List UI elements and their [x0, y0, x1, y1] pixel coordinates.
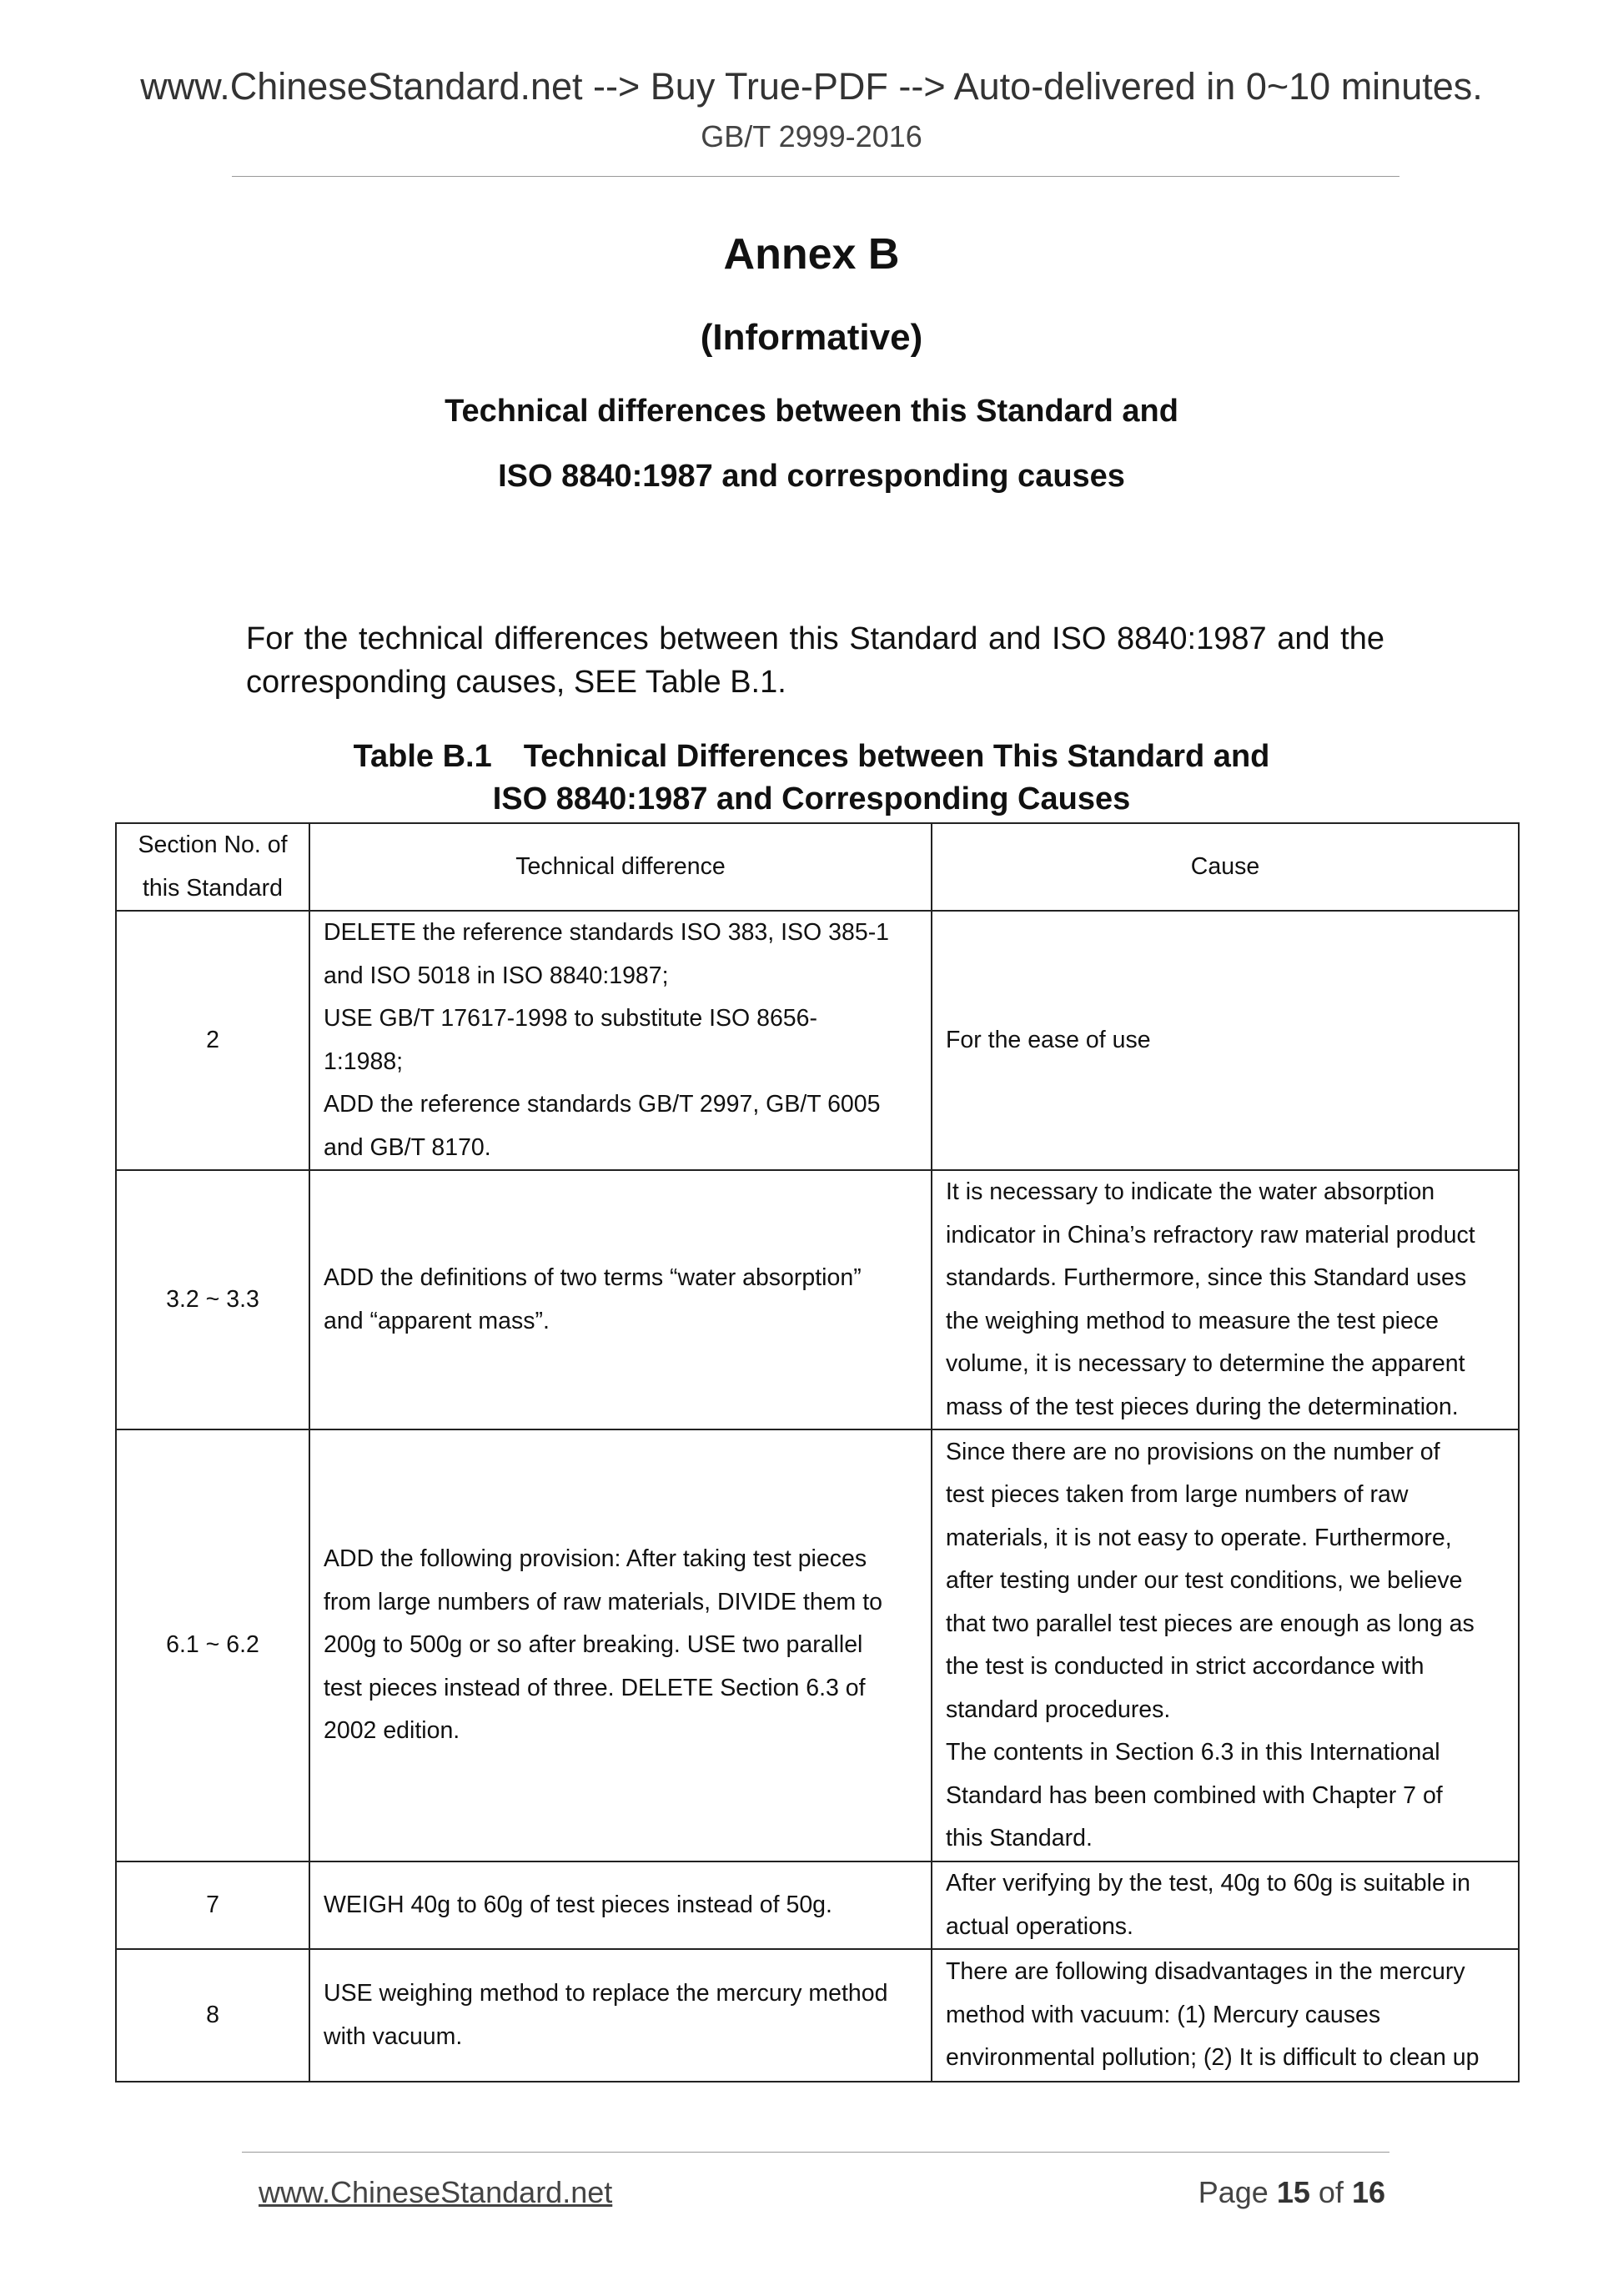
cause-line: standards. Furthermore, since this Standard uses [946, 1264, 1467, 1291]
difference-line: from large numbers of raw materials, DIVIDE them to [324, 1588, 882, 1615]
differences-table [115, 822, 1520, 2082]
page-label: Page [1198, 2175, 1269, 2209]
header-section-line1: Section No. of [138, 831, 288, 858]
cause-line: environmental pollution; (2) It is difficult to clean up [946, 2044, 1480, 2072]
difference-line: 1:1988; [324, 1048, 404, 1075]
table-row [116, 1170, 1519, 1429]
difference-line: 2002 edition. [324, 1717, 460, 1745]
cell-cause [932, 1170, 1519, 1429]
difference-line: with vacuum. [324, 2022, 463, 2050]
cell-difference [309, 1429, 932, 1861]
cell-cause [932, 1949, 1519, 2082]
table-row [116, 911, 1519, 1170]
page-current: 15 [1276, 2175, 1310, 2209]
annex-heading-line2: ISO 8840:1987 and corresponding causes [498, 459, 1125, 494]
cause-line: actual operations. [946, 1912, 1133, 1940]
page-indicator [1198, 2175, 1385, 2210]
cause-line: It is necessary to indicate the water absorption [946, 1178, 1435, 1205]
cause-line: For the ease of use [946, 1026, 1151, 1053]
difference-line: and “apparent mass”. [324, 1307, 550, 1334]
cause-line: Standard has been combined with Chapter 7 of [946, 1781, 1443, 1809]
cause-line: test pieces taken from large numbers of raw [946, 1481, 1409, 1508]
difference-line: ADD the reference standards GB/T 2997, GB/T 6005 [324, 1091, 881, 1118]
cause-line: materials, it is not easy to operate. Furthermore, [946, 1524, 1452, 1551]
difference-line: ADD the following provision: After taking test pieces [324, 1545, 867, 1573]
cell-difference [309, 911, 932, 1170]
cause-line: that two parallel test pieces are enough as long as [946, 1610, 1475, 1637]
difference-line: USE GB/T 17617-1998 to substitute ISO 8656- [324, 1005, 817, 1032]
cause-line: after testing under our test conditions, we believe [946, 1567, 1463, 1594]
standard-number: GB/T 2999-2016 [701, 119, 922, 153]
cell-section: 6.1 ~ 6.2 [116, 1429, 309, 1861]
header-section-line2: this Standard [143, 874, 283, 902]
cause-line: volume, it is necessary to determine the apparent [946, 1350, 1465, 1377]
difference-line: WEIGH 40g to 60g of test pieces instead of 50g. [324, 1891, 832, 1918]
page-of: of [1318, 2175, 1344, 2209]
annex-heading-line1: Technical differences between this Standard and [445, 394, 1178, 429]
cause-line: There are following disadvantages in the mercury [946, 1958, 1465, 1986]
table-body [116, 911, 1519, 2082]
cell-section: 7 [116, 1861, 309, 1949]
cause-line: this Standard. [946, 1825, 1093, 1851]
table-row [116, 1861, 1519, 1949]
header-difference: Technical difference [309, 823, 932, 911]
header-cause: Cause [932, 823, 1519, 911]
cause-line: The contents in Section 6.3 in this International [946, 1739, 1440, 1766]
header-section [116, 823, 309, 911]
annex-subtitle: (Informative) [700, 317, 923, 358]
header-divider [232, 176, 1399, 177]
cause-line: Since there are no provisions on the number of [946, 1438, 1440, 1465]
difference-line: 200g to 500g or so after breaking. USE two parallel [324, 1631, 863, 1659]
cell-section: 8 [116, 1949, 309, 2082]
difference-line: test pieces instead of three. DELETE Section 6.3 of [324, 1674, 866, 1701]
cell-cause [932, 1429, 1519, 1861]
difference-line: DELETE the reference standards ISO 383, ISO 385-1 [324, 919, 890, 946]
difference-line: and GB/T 8170. [324, 1133, 491, 1161]
difference-line: USE weighing method to replace the mercury method [324, 1980, 888, 2007]
table-row [116, 1429, 1519, 1861]
cause-line: indicator in China’s refractory raw material product [946, 1221, 1475, 1248]
cell-section: 2 [116, 911, 309, 1170]
cell-difference [309, 1861, 932, 1949]
cell-difference [309, 1170, 932, 1429]
page-total: 16 [1351, 2175, 1385, 2209]
table-header-row [116, 823, 1519, 911]
footer-site-link[interactable]: www.ChineseStandard.net [259, 2175, 613, 2209]
cause-line: method with vacuum: (1) Mercury causes [946, 2001, 1381, 2028]
table-title-line2: ISO 8840:1987 and Corresponding Causes [492, 781, 1131, 816]
cause-line: mass of the test pieces during the determination. [946, 1393, 1459, 1420]
footer-divider [242, 2152, 1389, 2153]
difference-line: and ISO 5018 in ISO 8840:1987; [324, 962, 669, 989]
cell-difference [309, 1949, 932, 2082]
annex-title: Annex B [723, 230, 900, 279]
cause-line: standard procedures. [946, 1696, 1171, 1723]
cause-line: the weighing method to measure the test piece [946, 1307, 1439, 1334]
header-banner: www.ChineseStandard.net --> Buy True-PDF --> Auto-delivered in 0~10 minutes. [140, 65, 1483, 108]
cell-section: 3.2 ~ 3.3 [116, 1170, 309, 1429]
table-title-line1: Table B.1 Technical Differences between This Standard and [353, 739, 1270, 774]
difference-line: ADD the definitions of two terms “water absorption” [324, 1264, 862, 1291]
table-row [116, 1949, 1519, 2082]
intro-paragraph: For the technical differences between this Standard and ISO 8840:1987 and the corresponding causes, SEE Table B.1. [246, 621, 1384, 700]
cause-line: the test is conducted in strict accordance with [946, 1653, 1425, 1680]
cause-line: After verifying by the test, 40g to 60g is suitable in [946, 1870, 1470, 1897]
cell-cause [932, 911, 1519, 1170]
cell-cause [932, 1861, 1519, 1949]
